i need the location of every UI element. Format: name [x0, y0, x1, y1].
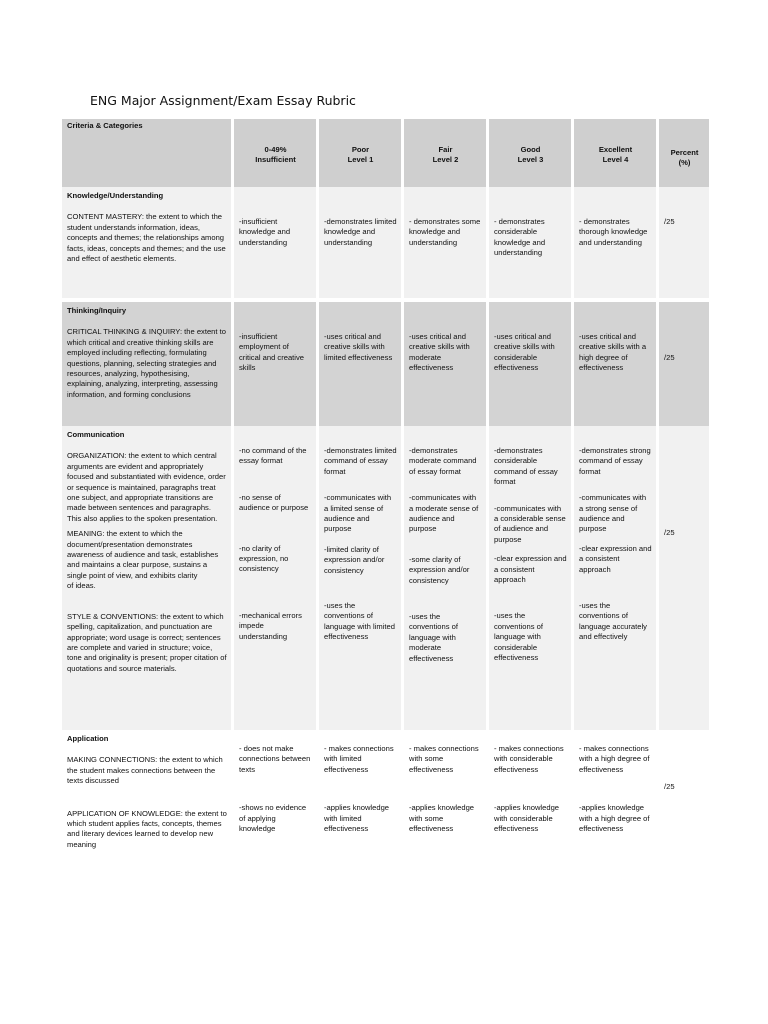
- communication-col-fair: [404, 426, 486, 730]
- percent-header: Percent (%): [659, 119, 709, 187]
- communication-col-excellent: [574, 426, 656, 730]
- communication-cell: -no command of the essay format: [239, 446, 307, 466]
- knowledge-cell: -insufficient knowledge and understanding: [234, 187, 316, 298]
- communication-col-insufficient: [234, 426, 316, 730]
- communication-cell: -clear expression and a consistent approach: [494, 554, 567, 585]
- communication-row: [62, 426, 709, 730]
- criteria-header: Criteria & Categories: [62, 119, 231, 187]
- level-header-good: Good Level 3: [489, 119, 571, 187]
- making-connections-description: MAKING CONNECTIONS: the extent to which the student makes connections between the texts discussed: [67, 755, 223, 786]
- application-knowledge-description: APPLICATION OF KNOWLEDGE: the extent to which student applies facts, concepts, themes and literary devices learned to develop new meaning: [67, 808, 227, 849]
- application-cell: -applies knowledge with considerable effectiveness: [494, 803, 560, 834]
- communication-cell: -uses the conventions of language with limited effectiveness: [324, 601, 395, 642]
- communication-score: /25: [659, 426, 709, 730]
- communication-col-poor: [319, 426, 401, 730]
- organization-description: ORGANIZATION: the extent to which central arguments are evident and appropriately focused and substantiated with evidence, order or sequence is maintained, paragraphs treat one subject, and appropriate transitions are made between sentences and paragraphs. This also applies to the spoken presentation.: [67, 451, 226, 523]
- meaning-description-end: of ideas.: [67, 581, 96, 591]
- application-col-poor: [319, 730, 401, 866]
- thinking-cell: -uses critical and creative skills with limited effectiveness: [319, 302, 401, 426]
- application-col-good: [489, 730, 571, 866]
- application-cell: - makes connections with some effectiveness: [409, 744, 479, 774]
- communication-cell: -uses the conventions of language with considerable effectiveness: [494, 611, 543, 663]
- communication-cell: -limited clarity of expression and/or consistency: [324, 544, 385, 575]
- communication-cell: -demonstrates moderate command of essay format: [409, 446, 477, 476]
- application-cell: -applies knowledge with a high degree of effectiveness: [579, 803, 650, 834]
- communication-cell: -some clarity of expression and/or consistency: [409, 554, 470, 585]
- thinking-cell: -uses critical and creative skills with moderate effectiveness: [404, 302, 486, 426]
- knowledge-criteria: [62, 187, 231, 298]
- application-cell: -applies knowledge with limited effectiveness: [324, 803, 390, 834]
- rubric-table: [59, 119, 712, 866]
- communication-cell: -communicates with a moderate sense of audience and purpose: [409, 493, 479, 534]
- application-col-insufficient: [234, 730, 316, 866]
- style-description: STYLE & CONVENTIONS: the extent to which spelling, capitalization, and punctuation are appropriate; word usage is correct; sentences are complete and varied in structure; voice, tone and originality is present; proper citation of quotations and source materials.: [67, 611, 227, 673]
- communication-col-good: [489, 426, 571, 730]
- category-label: Knowledge/Understanding: [67, 191, 164, 200]
- meaning-description: MEANING: the extent to which the document/presentation demonstrates awareness of audience and task, establishes and maintains a clear purpose, sustains a single point of view, and exhibits clarity: [67, 529, 219, 580]
- application-cell: -shows no evidence of applying knowledge: [239, 803, 307, 834]
- thinking-criteria: [62, 302, 231, 426]
- communication-criteria: [62, 426, 231, 730]
- application-score: /25: [659, 730, 709, 866]
- criteria-description: CRITICAL THINKING & INQUIRY: the extent to which critical and creative thinking skills are employed including reflecting, formulating questions, planning, selecting strategies and resources, analyzing, hypothesising, explaining, analyzing, interpreting, assessing information, and forming conclusions: [67, 327, 226, 399]
- application-cell: - makes connections with considerable effectiveness: [494, 744, 564, 774]
- category-label: Thinking/Inquiry: [67, 306, 127, 315]
- criteria-description: CONTENT MASTERY: the extent to which the student understands information, ideas, concepts and themes; the relationships among facts, ideas, concepts and themes; and the use and effect of aesthetic elements.: [67, 212, 226, 264]
- communication-cell: -demonstrates limited command of essay format: [324, 446, 397, 476]
- level-header-fair: Fair Level 2: [404, 119, 486, 187]
- category-label: Application: [67, 734, 109, 743]
- application-col-fair: [404, 730, 486, 866]
- application-row: [62, 730, 709, 866]
- application-col-excellent: [574, 730, 656, 866]
- level-header-poor: Poor Level 1: [319, 119, 401, 187]
- communication-cell: -uses the conventions of language accurately and effectively: [579, 601, 647, 642]
- thinking-cell: -uses critical and creative skills with considerable effectiveness: [489, 302, 571, 426]
- communication-cell: -demonstrates considerable command of essay format: [494, 446, 558, 487]
- knowledge-cell: - demonstrates considerable knowledge and understanding: [489, 187, 571, 298]
- page-title: ENG Major Assignment/Exam Essay Rubric: [90, 93, 356, 108]
- communication-cell: -communicates with a limited sense of audience and purpose: [324, 493, 392, 534]
- knowledge-cell: - demonstrates thorough knowledge and understanding: [574, 187, 656, 298]
- knowledge-score: /25: [659, 187, 709, 298]
- application-cell: - does not make connections between texts: [239, 744, 311, 774]
- communication-cell: -no sense of audience or purpose: [239, 492, 309, 513]
- application-cell: - makes connections with a high degree of effectiveness: [579, 744, 650, 774]
- level-header-excellent: Excellent Level 4: [574, 119, 656, 187]
- application-criteria: [62, 730, 231, 866]
- communication-cell: -no clarity of expression, no consistency: [239, 543, 289, 574]
- thinking-score: /25: [659, 302, 709, 426]
- header-row: [62, 119, 709, 187]
- communication-cell: -uses the conventions of language with moderate effectiveness: [409, 612, 458, 663]
- communication-cell: -mechanical errors impede understanding: [239, 610, 302, 641]
- level-header-insufficient: 0-49% Insufficient: [234, 119, 316, 187]
- communication-cell: -communicates with a strong sense of audience and purpose: [579, 493, 647, 534]
- thinking-cell: -uses critical and creative skills with a high degree of effectiveness: [574, 302, 656, 426]
- knowledge-cell: - demonstrates some knowledge and understanding: [404, 187, 486, 298]
- communication-cell: -clear expression and a consistent approach: [579, 543, 652, 574]
- communication-cell: -demonstrates strong command of essay format: [579, 446, 651, 476]
- communication-cell: -communicates with a considerable sense of audience and purpose: [494, 503, 566, 544]
- application-cell: - makes connections with limited effectiveness: [324, 744, 394, 774]
- knowledge-row: [62, 187, 709, 298]
- knowledge-cell: -demonstrates limited knowledge and understanding: [319, 187, 401, 298]
- application-cell: -applies knowledge with some effectiveness: [409, 803, 475, 834]
- thinking-cell: -insufficient employment of critical and creative skills: [234, 302, 316, 426]
- thinking-row: [62, 302, 709, 426]
- category-label: Communication: [67, 430, 125, 439]
